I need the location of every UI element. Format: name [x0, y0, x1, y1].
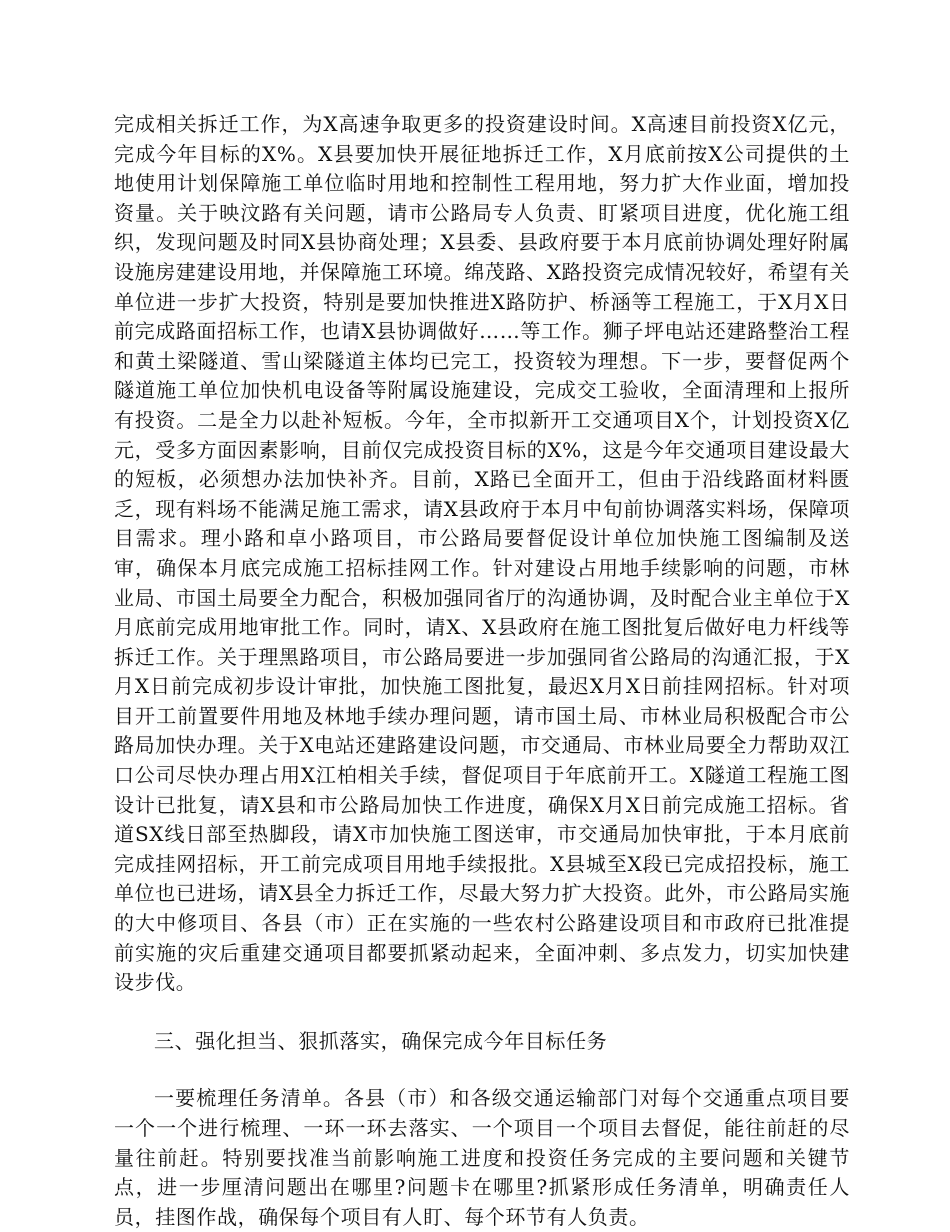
document-page: [114, 110, 850, 1232]
section-heading: 三、强化担当、狠抓落实，确保完成今年目标任务: [154, 1028, 608, 1053]
body-paragraph: 一要梳理任务清单。各县（市）和各级交通运输部门对每个交通重点项目要一个一个进行梳理、一环一环去落实、一个项目一个项目去督促，能往前赶的尽量往前赶。特别要找准当前影响施工进度和投资任务完成的主要问题和关键节点，进一步厘清问题出在哪里?问题卡在哪里?抓紧形成任务清单，明确责任人员，挂图作战，确保每个项目有人盯、每个环节有人负责。: [114, 1086, 850, 1229]
body-paragraph-continued: 完成相关拆迁工作，为X高速争取更多的投资建设时间。X高速目前投资X亿元，完成今年目标的X%。X县要加快开展征地拆迁工作，X月底前按X公司提供的土地使用计划保障施工单位临时用地和控制性工程用地，努力扩大作业面，增加投资量。关于映汶路有关问题，请市公路局专人负责、盯紧项目进度，优化施工组织，发现问题及时同X县协商处理；X县委、县政府要于本月底前协调处理好附属设施房建建设用地，并保障施工环境。绵茂路、X路投资完成情况较好，希望有关单位进一步扩大投资，特别是要加快推进X路防护、桥涵等工程施工，于X月X日前完成路面招标工作，也请X县协调做好……等工作。狮子坪电站还建路整治工程和黄土梁隧道、雪山梁隧道主体均已完工，投资较为理想。下一步，要督促两个隧道施工单位加快机电设备等附属设施建设，完成交工验收，全面清理和上报所有投资。二是全力以赴补短板。今年，全市拟新开工交通项目X个，计划投资X亿元，受多方面因素影响，目前仅完成投资目标的X%，这是今年交通项目建设最大的短板，必须想办法加快补齐。目前，X路已全面开工，但由于沿线路面材料匮乏，现有料场不能满足施工需求，请X县政府于本月中旬前协调落实料场，保障项目需求。理小路和卓小路项目，市公路局要督促设计单位加快施工图编制及送审，确保本月底完成施工招标挂网工作。针对建设占用地手续影响的问题，市林业局、市国土局要全力配合，积极加强同省厅的沟通协调，及时配合业主单位于X月底前完成用地审批工作。同时，请X、X县政府在施工图批复后做好电力杆线等拆迁工作。关于理黑路项目，市公路局要进一步加强同省公路局的沟通汇报，于X月X日前完成初步设计审批，加快施工图批复，最迟X月X日前挂网招标。针对项目开工前置要件用地及林地手续办理问题，请市国土局、市林业局积极配合市公路局加快办理。关于X电站还建路建设问题，市交通局、市林业局要全力帮助双江口公司尽快办理占用X江柏相关手续，督促项目于年底前开工。X隧道工程施工图设计已批复，请X县和市公路局加快工作进度，确保X月X日前完成施工招标。省道SX线日部至热脚段，请X市加快施工图送审，市交通局加快审批，于本月底前完成挂网招标，开工前完成项目用地手续报批。X县城至X段已完成招投标，施工单位也已进场，请X县全力拆迁工作，尽最大努力扩大投资。此外，市公路局实施的大中修项目、各县（市）正在实施的一些农村公路建设项目和市政府已批准提前实施的灾后重建交通项目都要抓紧动起来，全面冲刺、多点发力，切实加快建设步伐。: [114, 112, 850, 995]
